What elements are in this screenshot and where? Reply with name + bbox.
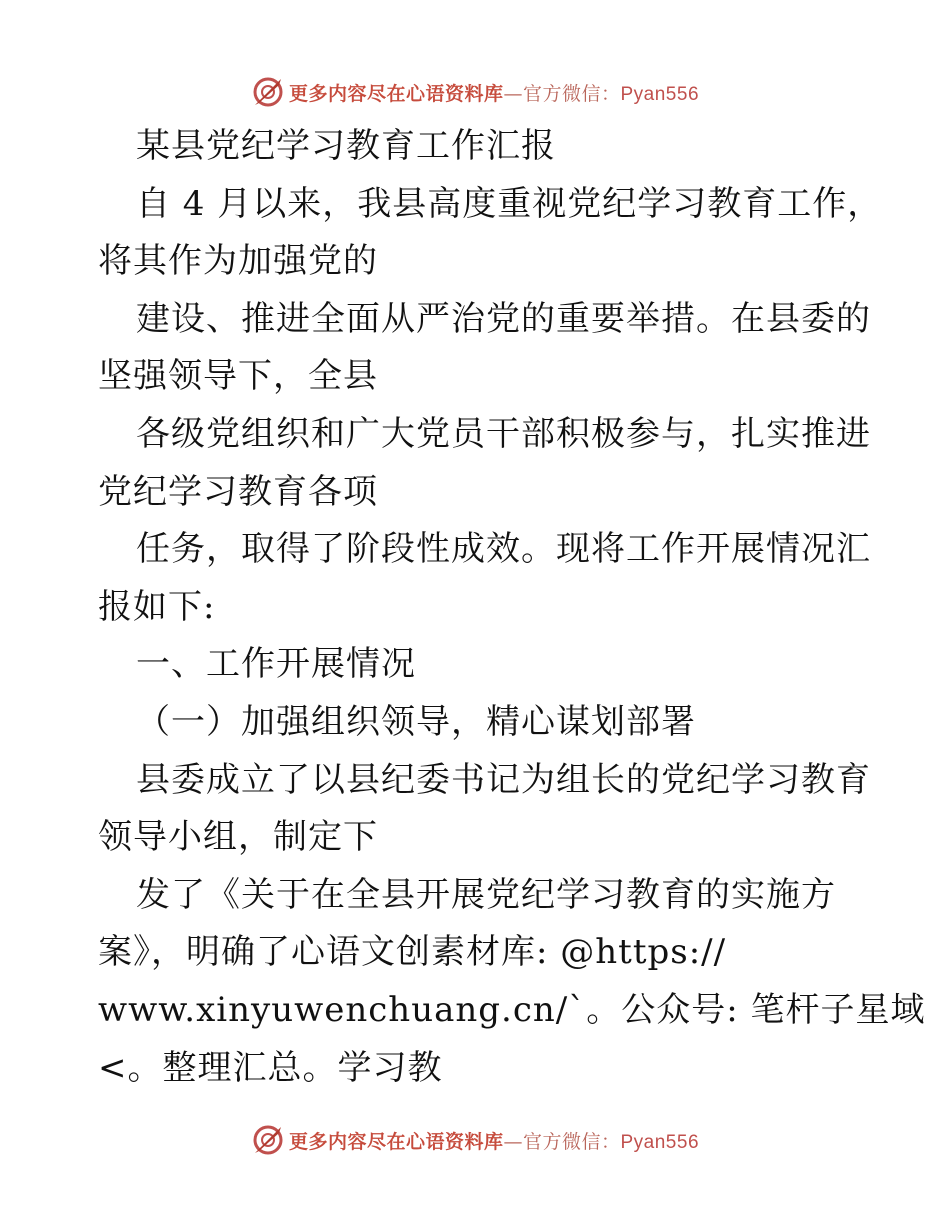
paragraph-line: 领导小组，制定下 [98,817,378,858]
banner-contact-id: Pyan556 [620,83,700,105]
paragraph-line: 党纪学习教育各项 [98,471,378,512]
banner-brand: 更多内容尽在心语资料库 [288,1130,504,1153]
banner-contact-label: 官方微信： [522,1130,621,1153]
banner-contact-label: 官方微信： [522,82,621,105]
quill-logo-icon [251,75,285,109]
paragraph-line: 各级党组织和广大党员干部积极参与，扎实推进 [136,413,871,454]
paragraph-line: 建设、推进全面从严治党的重要举措。在县委的 [136,298,871,339]
paragraph-line: 坚强领导下，全县 [98,356,378,397]
paragraph-line: www.xinyuwenchuang.cn/`。公众号: 笔杆子星域 [98,989,926,1030]
document-title: 某县党纪学习教育工作汇报 [136,126,556,166]
paragraph-line: 将其作为加强党的 [98,241,378,282]
banner-dash: — [503,1130,523,1153]
subsection-heading: （一）加强组织领导，精心谋划部署 [136,701,696,742]
paragraph-line: 自 4 月以来，我县高度重视党纪学习教育工作， [136,183,883,224]
banner-contact-id: Pyan556 [620,1131,700,1153]
banner-text [289,1127,699,1154]
section-heading: 一、工作开展情况 [136,644,416,685]
paragraph-line: <。整理汇总。学习教 [98,1047,443,1088]
banner-brand: 更多内容尽在心语资料库 [288,82,504,105]
header-watermark-banner [0,72,950,112]
paragraph-line: 发了《关于在全县开展党纪学习教育的实施方 [136,874,836,915]
paragraph-line: 案》，明确了心语文创素材库: @https:// [98,932,727,973]
paragraph-line: 报如下: [98,586,216,627]
document-body [98,118,926,1097]
paragraph-line: 任务，取得了阶段性成效。现将工作开展情况汇 [136,529,871,570]
paragraph-line: 县委成立了以县纪委书记为组长的党纪学习教育 [136,759,871,800]
banner-dash: — [503,82,523,105]
footer-watermark-banner [0,1120,950,1160]
quill-logo-icon [251,1123,285,1157]
banner-text [289,79,699,106]
